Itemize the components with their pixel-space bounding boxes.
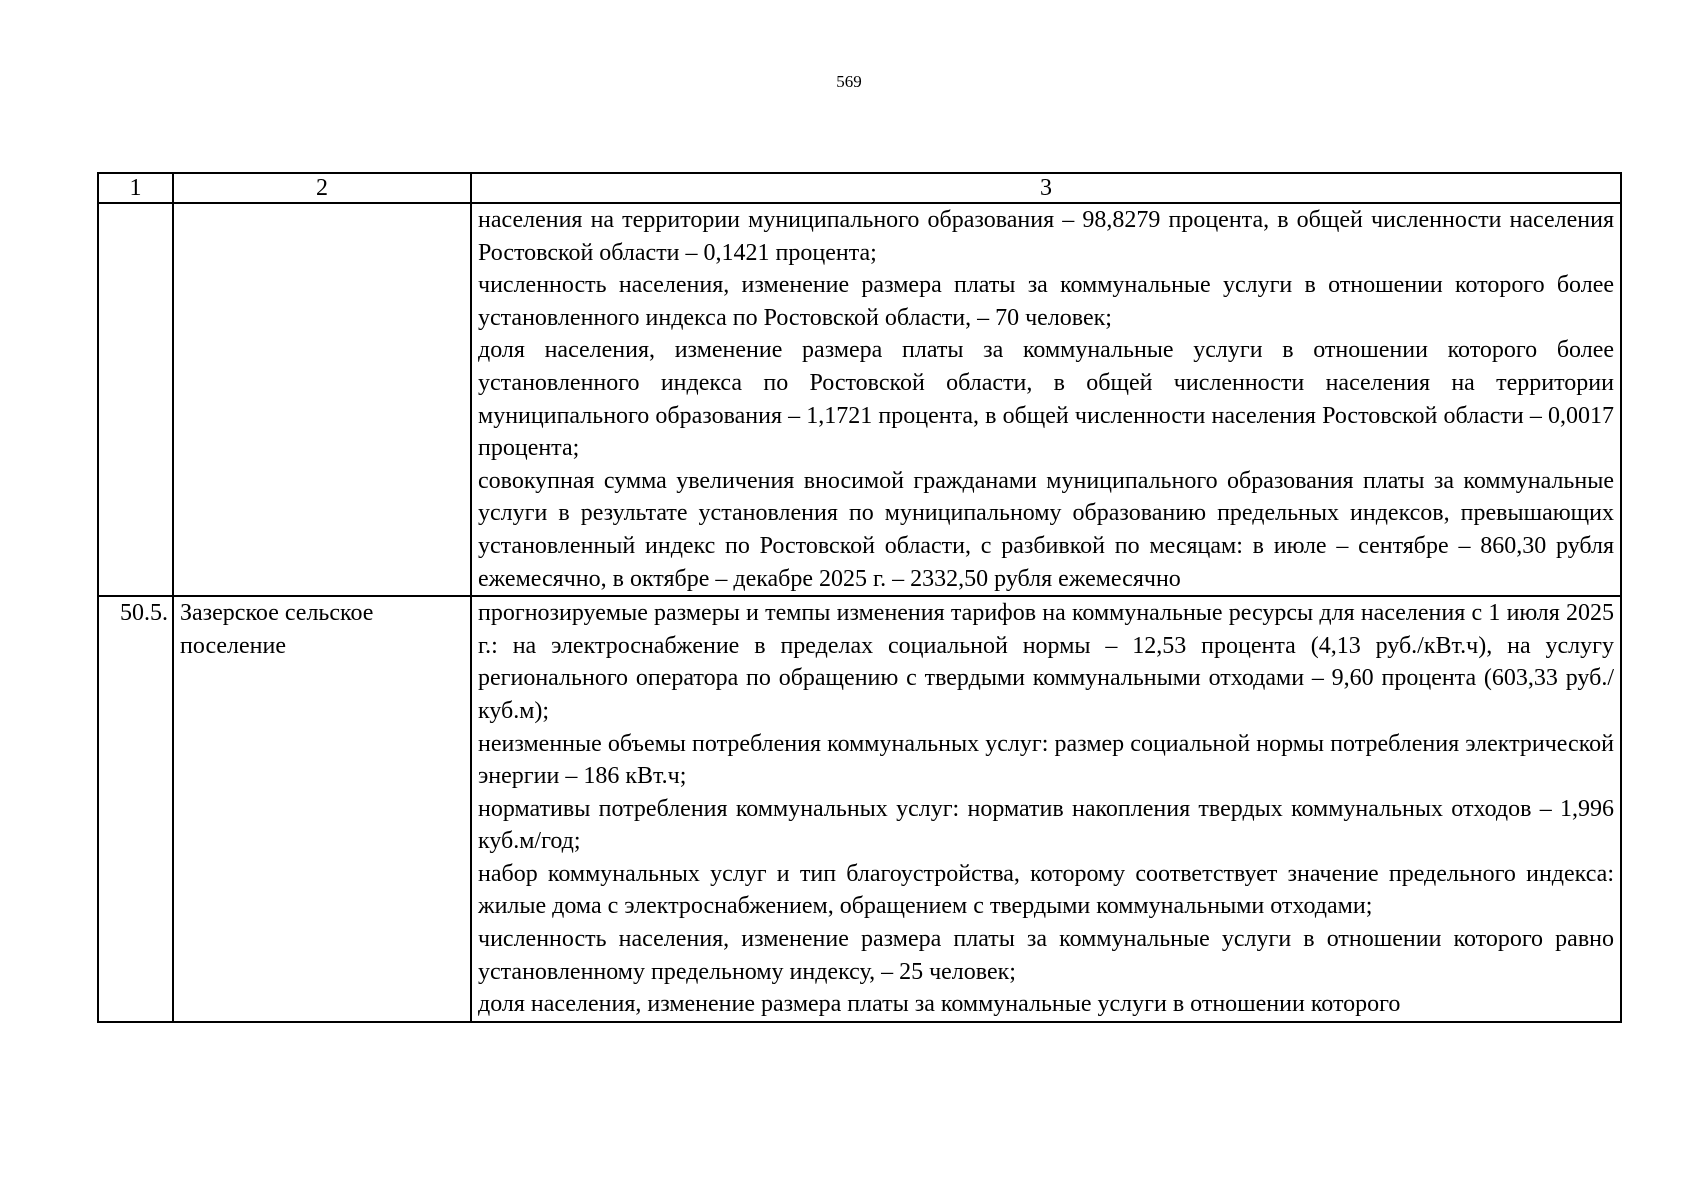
column-header-1: 1 (98, 173, 173, 203)
row-name (173, 203, 471, 596)
paragraph: прогнозируемые размеры и темпы изменения тарифов на коммунальные ресурсы для населения с 1 июля 2025 г.: на электроснабжение в пределах социальной нормы – 12,53 процента (4,13 руб./кВт.ч), на услугу регионального оператора по обращению с твердыми коммунальными отходами – 9,60 процента (603,33 руб./куб.м); (478, 600, 1614, 724)
row-name: Зазерское сельское поселение (173, 596, 471, 1022)
row-number: 50.5. (98, 596, 173, 1022)
paragraph: нормативы потребления коммунальных услуг: норматив накопления твердых коммунальных отходов – 1,996 куб.м/год; (478, 795, 1614, 855)
paragraph: набор коммунальных услуг и тип благоустройства, которому соответствует значение предельного индекса: жилые дома с электроснабжением, обращением с твердыми коммунальными отходами; (478, 860, 1614, 920)
document-table (97, 172, 1622, 1023)
paragraph: численность населения, изменение размера платы за коммунальные услуги в отношении которого более установленного индекса по Ростовской области, – 70 человек; (478, 272, 1614, 331)
paragraph: доля населения, изменение размера платы за коммунальные услуги в отношении которого более установленного индекса по Ростовской области, в общей численности населения на территории муниципального образования – 1,1721 процента, в общей численности населения Ростовской области – 0,0017 процента; (478, 337, 1614, 462)
paragraph: населения на территории муниципального образования – 98,8279 процента, в общей численности населения Ростовской области – 0,1421 процента; (478, 207, 1614, 266)
table-row (98, 596, 1621, 1022)
row-text (471, 203, 1621, 596)
paragraph: совокупная сумма увеличения вносимой гражданами муниципального образования платы за коммунальные услуги в результате установления по муниципальному образованию предельных индексов, превышающих установленный индекс по Ростовской области, с разбивкой по месяцам: в июле – сентябре – 860,30 рубля ежемесячно, в октябре – декабре 2025 г. – 2332,50 рубля ежемесячно (478, 467, 1614, 592)
row-text (471, 596, 1621, 1022)
table-header-row (98, 173, 1621, 203)
row-number (98, 203, 173, 596)
column-header-2: 2 (173, 173, 471, 203)
table-row (98, 203, 1621, 596)
paragraph: неизменные объемы потребления коммунальных услуг: размер социальной нормы потребления электрической энергии – 186 кВт.ч; (478, 730, 1614, 790)
column-header-3: 3 (471, 173, 1621, 203)
paragraph: численность населения, изменение размера платы за коммунальные услуги в отношении которого равно установленному предельному индексу, – 25 человек; (478, 926, 1614, 985)
paragraph: доля населения, изменение размера платы за коммунальные услуги в отношении которого (478, 991, 1401, 1018)
page-number: 569 (836, 72, 862, 91)
